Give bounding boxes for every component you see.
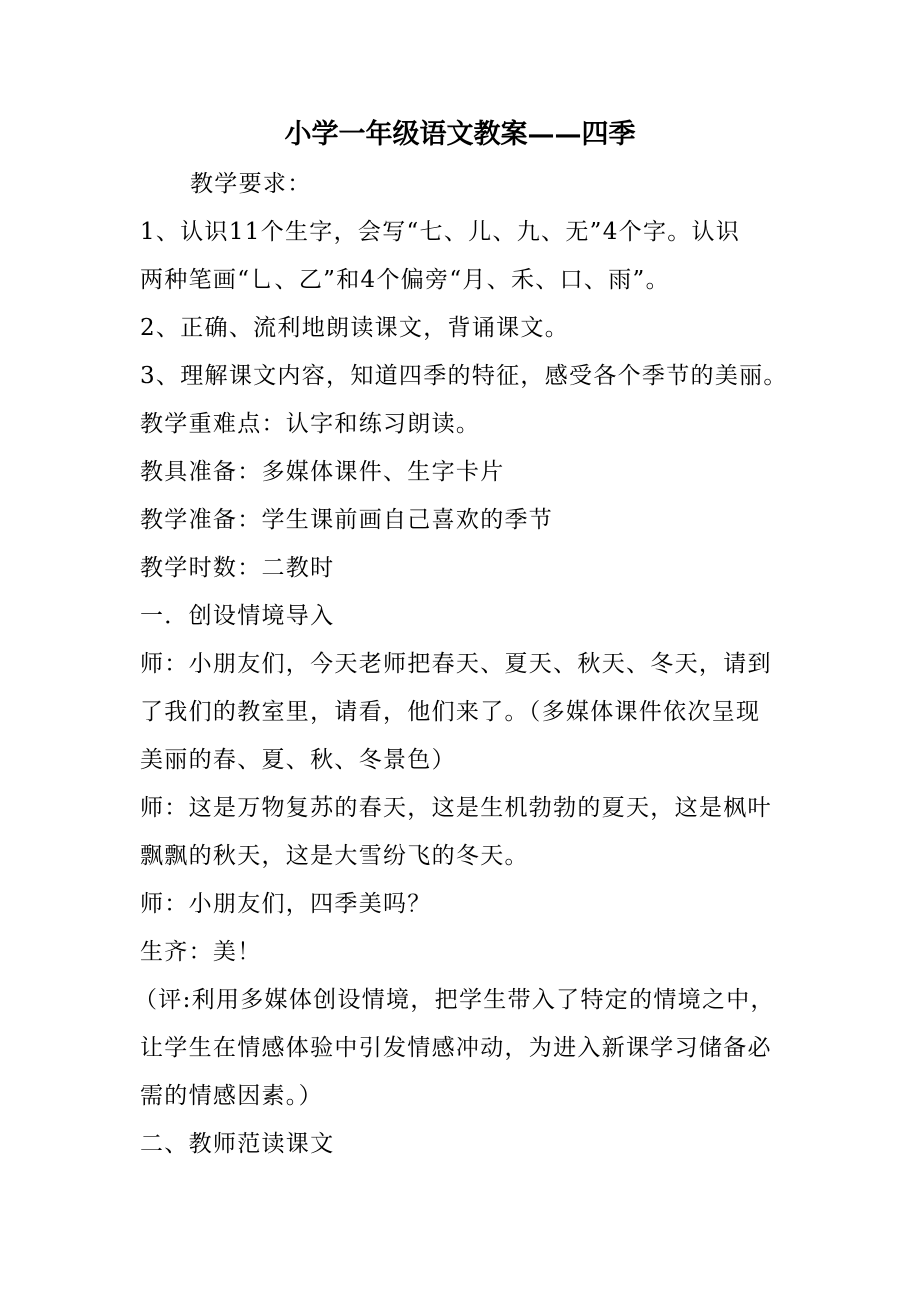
document-body [134, 160, 800, 1168]
dialogue-line: 飘飘的秋天，这是大雪纷飞的冬天。 [140, 843, 529, 869]
comment-line: 需的情感因素。） [140, 1083, 323, 1109]
requirement-2: 2、正确、流利地朗读课文，背诵课文。 [140, 315, 570, 341]
key-difficulties: 教学重难点：认字和练习朗读。 [140, 411, 481, 437]
dialogue-line: 生齐：美！ [140, 939, 262, 965]
dialogue-line: 师：这是万物复苏的春天，这是生机勃勃的夏天，这是枫叶 [140, 795, 772, 821]
dialogue-line: 了我们的教室里，请看，他们来了。（多媒体课件依次呈现 [140, 699, 761, 725]
teaching-requirements-heading: 教学要求： [190, 171, 312, 197]
requirement-1-line-2: 两种笔画“乚、乙”和4个偏旁“月、禾、口、雨”。 [140, 267, 670, 293]
document-title: 小学一年级语文教案——四季 [284, 119, 636, 150]
teaching-preparation: 教学准备：学生课前画自己喜欢的季节 [140, 507, 554, 533]
comment-line: 让学生在情感体验中引发情感冲动，为进入新课学习储备必 [140, 1035, 772, 1061]
requirement-3: 3、理解课文内容，知道四季的特征，感受各个季节的美丽。 [140, 363, 788, 389]
comment-line: （评:利用多媒体创设情境，把学生带入了特定的情境之中， [134, 987, 775, 1013]
dialogue-line: 师：小朋友们，今天老师把春天、夏天、秋天、冬天，请到 [140, 651, 772, 677]
teaching-hours: 教学时数：二教时 [140, 555, 335, 581]
requirement-1-line-1: 1、认识11个生字，会写“七、儿、九、无”4个字。认识 [140, 219, 741, 245]
section-2-heading: 二、教师范读课文 [140, 1131, 335, 1157]
teaching-aids: 教具准备：多媒体课件、生字卡片 [140, 459, 505, 485]
section-1-heading: 一．创设情境导入 [140, 603, 335, 629]
dialogue-line: 师：小朋友们，四季美吗？ [140, 891, 432, 917]
dialogue-line: 美丽的春、夏、秋、冬景色） [140, 747, 456, 773]
